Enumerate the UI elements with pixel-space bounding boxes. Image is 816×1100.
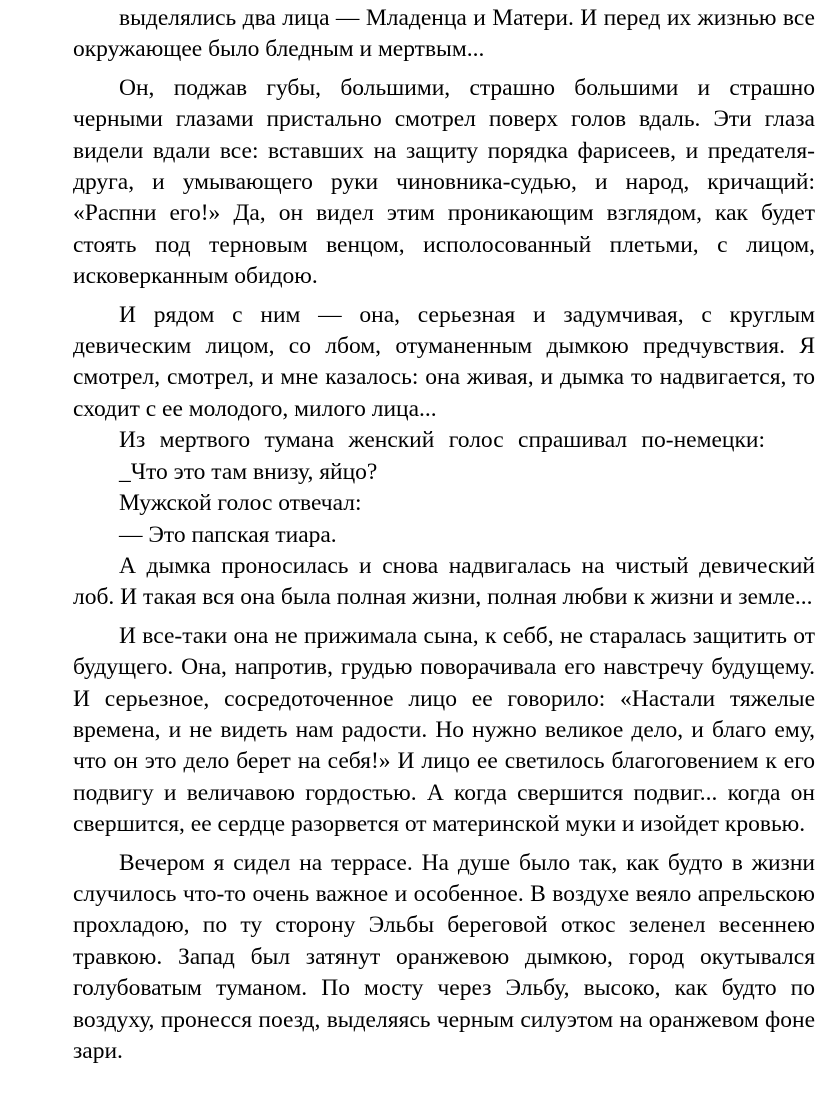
document-page [73, 0, 815, 1067]
dialog-male-voice-intro: Мужской голос отвечал: [119, 490, 362, 517]
paragraph-continuation: выделялись два лица — Младенца и Матери. И перед их жизнью все окружающее было бледным и мертвым... [73, 5, 815, 63]
paragraph-eyes: Он, поджав губы, большими, страшно большими и страшно черными глазами пристально смотрел поверх голов вдаль. Эти глаза видели вдали все: вставших на защиту порядка фарисеев, и предателя-друга, и умывающего руки чиновника-судью, и народ, кричащий: «Распни его!» Да, он видел этим проникающим взглядом, как будет стоять под терновым венцом, исполосованный плетьми, с лицом, исковерканным обидою. [73, 74, 815, 290]
paragraph-son: И все-таки она не прижимала сына, к себб, не старалась защитить от будущего. Она, напротив, грудью поворачивала его навстречу будущему. И серьезное, сосредоточенное лицо ее говорило: «Настали тяжелые времена, и не видеть нам радости. Но нужно великое дело, и благо ему, что он это дело берет на себя!» И лицо ее светилось благоговением к его подвигу и величавою гордостью. А когда свершится подвиг... когда он свершится, ее сердце разорвется от материнской муки и изойдет кровью. [73, 622, 815, 838]
paragraph-evening: Вечером я сидел на террасе. На душе было так, как будто в жизни случилось что-то очень важное и особенное. В воздухе веяло апрельскою прохладою, по ту сторону Эльбы береговой откос зеленел весеннею травкою. Запад был затянут оранжевою дымкою, город окутывался голубоватым туманом. По мосту через Эльбу, высоко, как будто по воздуху, пронесся поезд, выделяясь черным силуэтом на оранжевом фоне зари. [73, 849, 815, 1064]
paragraph-haze: А дымка проносилась и снова надвигалась на чистый девический лоб. И такая вся она была полная жизни, полная любви к жизни и земле... [73, 552, 815, 611]
paragraph-mother: И рядом с ним — она, серьезная и задумчивая, с круглым девическим лицом, со лбом, отуманенным дымкою предчувствия. Я смотрел, смотрел, и мне казалось: она живая, и дымка то надвигается, то сходит с ее молодого, милого лица... [73, 301, 815, 422]
dialog-male-voice-reply: — Это папская тиара. [119, 521, 337, 548]
dialog-female-voice: Из мертвого тумана женский голос спрашивал по-немецки: _Что это там внизу, яйцо? [119, 427, 765, 485]
